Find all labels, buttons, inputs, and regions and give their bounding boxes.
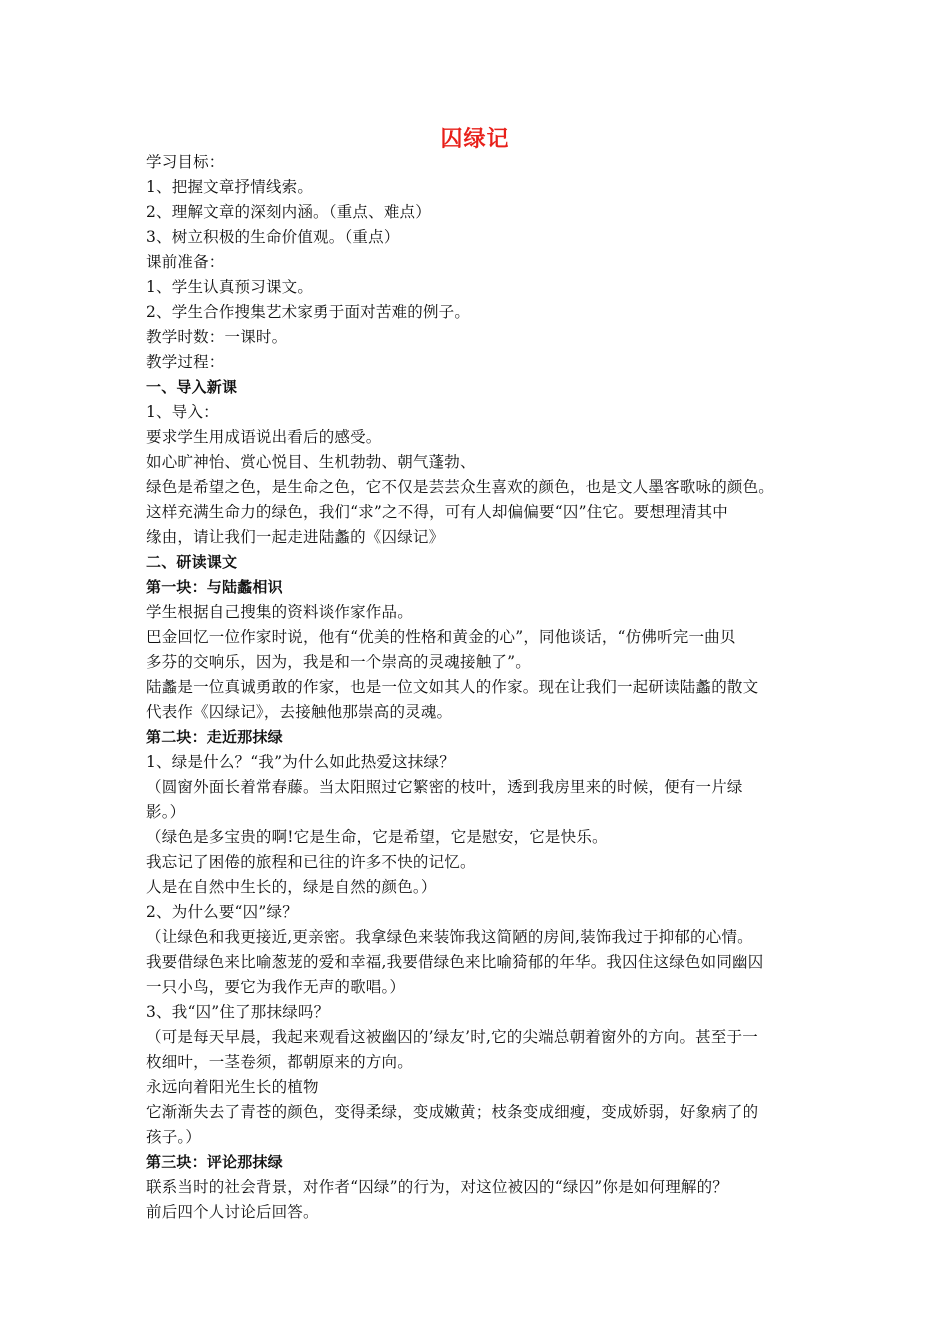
text-line: 学生根据自己搜集的资料谈作家作品。 bbox=[146, 603, 413, 621]
text-line: 教学过程： bbox=[146, 353, 225, 371]
text-line: 永远向着阳光生长的植物 bbox=[146, 1078, 319, 1096]
section-heading: 第一块：与陆蠡相识 bbox=[146, 578, 283, 596]
text-line: 一只小鸟，要它为我作无声的歌唱。） bbox=[146, 978, 406, 996]
text-line: 教学时数：一课时。 bbox=[146, 328, 288, 346]
text-line: 1、把握文章抒情线索。 bbox=[146, 178, 314, 196]
text-line: （让绿色和我更接近,更亲密。我拿绿色来装饰我这简陋的房间,装饰我过于抑郁的心情。 bbox=[146, 928, 753, 946]
text-line: 1、学生认真预习课文。 bbox=[146, 278, 314, 296]
text-line: 人是在自然中生长的，绿是自然的颜色。） bbox=[146, 878, 437, 896]
section-heading: 一、导入新课 bbox=[146, 378, 238, 396]
text-line: 我忘记了困倦的旅程和已往的许多不快的记忆。 bbox=[146, 853, 476, 871]
text-line: （可是每天早晨，我起来观看这被幽囚的’绿友’时,它的尖端总朝着窗外的方向。甚至于一 bbox=[146, 1028, 758, 1046]
section-heading: 第二块：走近那抹绿 bbox=[146, 728, 283, 746]
text-line: 课前准备： bbox=[146, 253, 225, 271]
text-line: 联系当时的社会背景，对作者“囚绿”的行为，对这位被囚的“绿囚”你是如何理解的？ bbox=[146, 1178, 728, 1196]
section-heading: 第三块：评论那抹绿 bbox=[146, 1153, 283, 1171]
text-line: 绿色是希望之色，是生命之色，它不仅是芸芸众生喜欢的颜色，也是文人墨客歌咏的颜色。 bbox=[146, 478, 775, 496]
text-line: 前后四个人讨论后回答。 bbox=[146, 1203, 319, 1221]
text-line: 如心旷神怡、赏心悦目、生机勃勃、朝气蓬勃、 bbox=[146, 453, 476, 471]
text-line: 多芬的交响乐，因为，我是和一个崇高的灵魂接触了”。 bbox=[146, 653, 531, 671]
text-line: 枚细叶，一茎卷须，都朝原来的方向。 bbox=[146, 1053, 413, 1071]
text-line: 1、导入： bbox=[146, 403, 219, 421]
text-line: 2、为什么要“囚”绿？ bbox=[146, 903, 298, 921]
document-title: 囚绿记 bbox=[440, 127, 510, 152]
text-line: 影。） bbox=[146, 803, 186, 821]
text-line: （圆窗外面长着常春藤。当太阳照过它繁密的枝叶，透到我房里来的时候，便有一片绿 bbox=[146, 778, 743, 796]
section-heading: 二、研读课文 bbox=[146, 553, 238, 571]
text-line: 学习目标： bbox=[146, 153, 225, 171]
text-line: 代表作《囚绿记》，去接触他那崇高的灵魂。 bbox=[146, 703, 453, 721]
text-line: 要求学生用成语说出看后的感受。 bbox=[146, 428, 382, 446]
text-line: 巴金回忆一位作家时说，他有“优美的性格和黄金的心”，同他谈话，“仿佛听完一曲贝 bbox=[146, 628, 736, 646]
text-line: （绿色是多宝贵的啊!它是生命，它是希望，它是慰安，它是快乐。 bbox=[146, 828, 608, 846]
text-line: 陆蠡是一位真诚勇敢的作家，也是一位文如其人的作家。现在让我们一起研读陆蠡的散文 bbox=[146, 678, 759, 696]
text-line: 2、学生合作搜集艺术家勇于面对苦难的例子。 bbox=[146, 303, 471, 321]
document-body bbox=[146, 150, 814, 1225]
text-line: 这样充满生命力的绿色，我们“求”之不得，可有人却偏偏要“囚”住它。要想理清其中 bbox=[146, 503, 728, 521]
text-line: 孩子。） bbox=[146, 1128, 202, 1146]
text-line: 3、树立积极的生命价值观。（重点） bbox=[146, 228, 400, 246]
text-line: 它渐渐失去了青苍的颜色，变得柔绿，变成嫩黄；枝条变成细瘦，变成娇弱，好象病了的 bbox=[146, 1103, 759, 1121]
text-line: 3、我“囚”住了那抹绿吗？ bbox=[146, 1003, 330, 1021]
text-line: 我要借绿色来比喻葱茏的爱和幸福,我要借绿色来比喻猗郁的年华。我囚住这绿色如同幽囚 bbox=[146, 953, 764, 971]
text-line: 2、理解文章的深刻内涵。（重点、难点） bbox=[146, 203, 431, 221]
text-line: 缘由，请让我们一起走进陆蠡的《囚绿记》 bbox=[146, 528, 445, 546]
text-line: 1、绿是什么？“我”为什么如此热爱这抹绿？ bbox=[146, 753, 455, 771]
